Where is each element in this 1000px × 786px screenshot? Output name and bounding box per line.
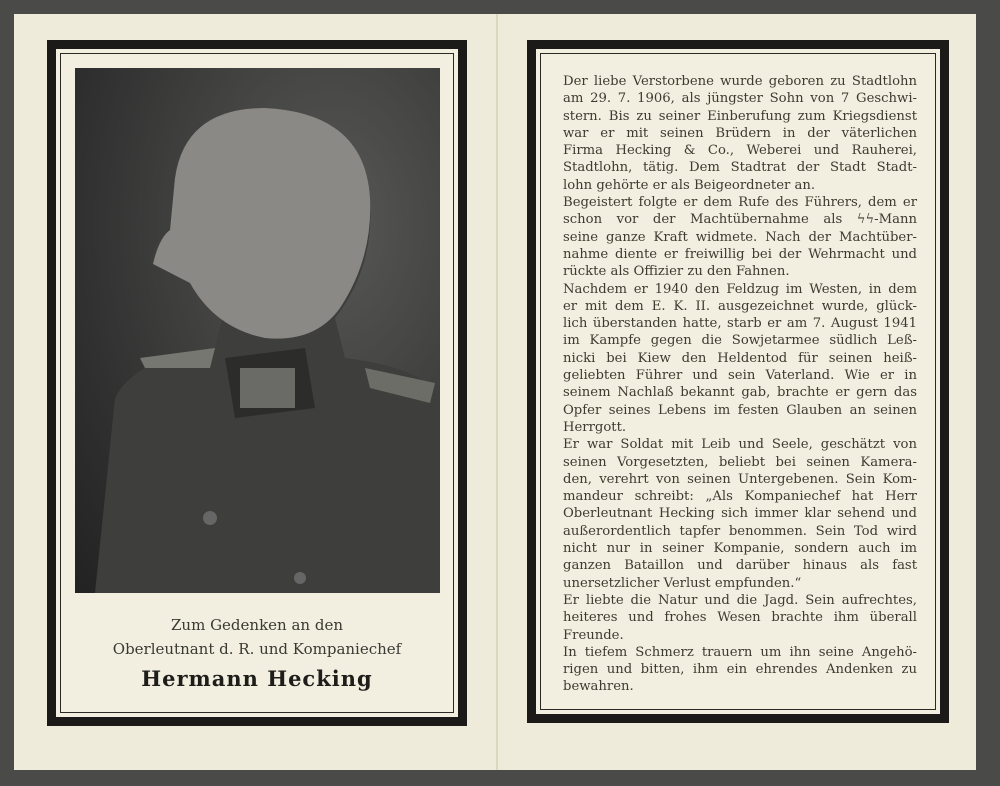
biography-line: nahme diente er freiwillig bei der Wehrmacht und <box>563 246 917 262</box>
biography-text <box>563 73 917 696</box>
biography-line: Firma Hecking & Co., Weberei und Rauherei, <box>563 143 917 159</box>
card-fold <box>496 14 498 770</box>
biography-line: den, verehrt von seinen Untergebenen. Sein Kom- <box>563 471 917 487</box>
biography-line: mandeur schreibt: „Als Kompaniechef hat Herr <box>563 489 917 505</box>
biography-line: unersetzlicher Verlust empfunden.“ <box>563 575 802 591</box>
biography-line: schon vor der Machtübernahme als ϟϟ-Mann <box>563 212 917 228</box>
biography-line: Er liebte die Natur und die Jagd. Sein aufrechtes, <box>563 592 917 608</box>
biography-line: Opfer seines Lebens im festen Glauben an seinen <box>563 402 917 418</box>
biography-line: Begeistert folgte er dem Rufe des Führers, dem er <box>563 195 917 211</box>
biography-line: rückte als Offizier zu den Fahnen. <box>563 264 790 280</box>
biography-line: geliebten Führer und sein Vaterland. Wie er in <box>563 368 917 384</box>
biography-line: bewahren. <box>563 679 634 695</box>
biography-line: nicht nur in seiner Kompanie, sondern auch im <box>563 541 917 557</box>
biography-line: Er war Soldat mit Leib und Seele, geschätzt von <box>563 437 917 453</box>
biography-line: ganzen Bataillon und darüber hinaus als fast <box>563 558 917 574</box>
biography-line: Der liebe Verstorbene wurde geboren zu Stadtlohn <box>563 74 917 89</box>
caption-dedication: Zum Gedenken an den <box>171 616 343 634</box>
biography-line: heiteres und frohes Wesen brachte ihm überall <box>563 610 917 626</box>
biography-line: Oberleutnant Hecking sich immer klar sehend und <box>563 506 917 522</box>
biography-line: In tiefem Schmerz trauern um ihn seine Angehö- <box>563 644 917 660</box>
biography-line: Nachdem er 1940 den Feldzug im Westen, in dem <box>563 281 917 297</box>
biography-line: im Kampfe gegen die Sowjetarmee südlich Leß- <box>563 333 917 349</box>
biography-line: nicki bei Kiew den Heldentod für seinen heiß- <box>563 350 917 366</box>
portrait-photo <box>75 68 440 593</box>
biography-line: am 29. 7. 1906, als jüngster Sohn von 7 Geschwi- <box>563 91 917 107</box>
biography-line: rigen und bitten, ihm ein ehrendes Andenken zu <box>563 662 917 678</box>
deceased-name: Hermann Hecking <box>141 666 373 691</box>
biography-line: seinen Vorgesetzten, beliebt bei seinen Kamera- <box>563 454 917 470</box>
biography-line: stern. Bis zu seiner Einberufung zum Kriegsdienst <box>563 108 917 124</box>
biography-line: war er mit seinen Brüdern in der väterlichen <box>563 125 917 141</box>
biography-line: außerordentlich tapfer benommen. Sein Tod wird <box>563 523 917 539</box>
caption-rank: Oberleutnant d. R. und Kompaniechef <box>112 640 402 658</box>
biography-line: seine ganze Kraft widmete. Nach der Machtüber- <box>563 229 917 245</box>
biography-line: er mit dem E. K. II. ausgezeichnet wurde, glück- <box>563 298 917 314</box>
biography-line: lich überstanden hatte, starb er am 7. August 1941 <box>563 316 917 332</box>
biography-line: seinem Nachlaß bekannt gab, brachte er gern das <box>563 385 917 401</box>
biography-line: Herrgott. <box>563 419 627 435</box>
biography-line: Freunde. <box>563 627 624 643</box>
biography-line: Stadtlohn, tätig. Dem Stadtrat der Stadt Stadt- <box>563 160 917 176</box>
biography-line: lohn gehörte er als Beigeordneter an. <box>563 177 816 193</box>
